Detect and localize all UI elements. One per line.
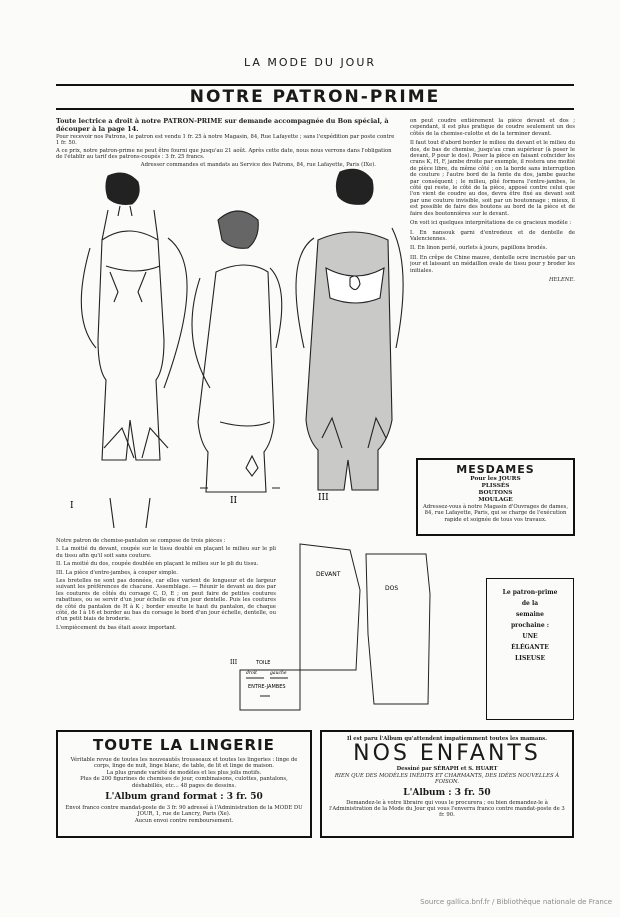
right-item-2: II. En linon perlé, ourlets à jours, papillons brodés. <box>410 245 548 252</box>
running-head: LA MODE DU JOUR <box>243 56 377 69</box>
right-paragraph-3: On voit ici quelques interprétations de ce gracieux modèle : <box>410 220 572 227</box>
announce-line-4: prochaine : <box>510 622 550 629</box>
enfants-ad-price: L'Album : 3 fr. 50 <box>403 787 491 798</box>
pattern-label-toile: TOILE <box>256 660 271 666</box>
enfants-ad-line-4: Demandez-le à votre libraire qui vous le procurera ; ou bien demandez-le à l'Administration de la Mode du Jour qui vous l'enverra franco contre mandat-poste de 3 fr. 90. <box>329 799 565 819</box>
mesdames-line-3: BOUTONS <box>478 490 513 496</box>
lower-paragraph-2: I. La moitié du devant, coupée sur le tissu doublé en plaçant le milieu sur le pli du tissu afin qu'il soit sans couture. <box>56 546 276 559</box>
announce-line-2: de la <box>521 600 539 607</box>
figure-model-3 <box>296 169 403 490</box>
enfants-ad-line-2: Dessiné par SÉRAPH et S. HUART <box>396 766 498 773</box>
lingerie-ad-line-1: Véritable revue de toutes les nouveautés trousseaux et toutes les lingeries : linge de corps, linge de nuit, linge blanc, de table, de lit et linge de maison. <box>70 757 298 770</box>
enfants-ad-title: NOS ENFANTS <box>353 741 541 767</box>
lower-paragraph-5: Les bretelles ne sont pas données, car elles varient de longueur et de largeur suivant les préférences de chacune. Assemblage. — Réunir le devant au dos par les coutures de côtés du corsage C, D, E ; on peut faire de petites coutures rabattues, ou se servir d'un jour échelle ou d'un jour dentelle. Puis les coutures de côté du pantalon de H à K ; border ensuite le haut du pantalon, de chaque côté, de I à 16 et border au bas du corsage le bord d'un jour échelle, dentelle, ou d'un petit biais de broderie. <box>56 578 276 623</box>
intro-text <box>56 118 396 169</box>
source-credit: Source gallica.bnf.fr / Bibliothèque nationale de France <box>420 898 612 906</box>
mesdames-heading: MESDAMES <box>456 463 535 476</box>
pattern-label-crotch: ENTRE-JAMBES <box>248 684 286 690</box>
lingerie-ad-line-2: La plus grande variété de modèles et les plus jolis motifs. <box>106 769 262 776</box>
pattern-label-droit: droit <box>246 671 257 676</box>
announce-line-6: ÉLÉGANTE <box>511 644 549 651</box>
announce-line-1: Le patron-prime <box>502 589 558 596</box>
lower-paragraph-1: Notre patron de chemise-pantalon se compose de trois pièces : <box>56 538 226 544</box>
lingerie-ad-line-3: Plus de 200 figurines de chemises de jour, combinaisons, culottes, pantalons, déshabillés, etc... 48 pages de dessins. <box>80 776 288 789</box>
pattern-piece-back <box>366 554 430 704</box>
lingerie-ad-title: TOUTE LA LINGERIE <box>93 736 275 754</box>
pattern-piece-front <box>300 544 360 670</box>
mesdames-line-2: PLISSÉS <box>481 483 510 489</box>
intro-paragraph-2: A ce prix, notre patron-prime ne peut être fourni que jusqu'au 21 août. Après cette date, nous nous verrons dans l'obligation de l'établir au tarif des patrons-coupés : 3 fr. 25 francs. <box>56 147 392 161</box>
figure-model-1 <box>81 173 187 528</box>
right-item-1: I. En nansouk garni d'entredeux et de dentelle de Valenciennes. <box>410 229 575 242</box>
right-paragraph-2: Il faut tout d'abord border le milieu du devant et le milieu du dos, de bas de chemise, jusqu'au cran supérieur (à poser le devant, P pour le dos). Poser la pièce en faisant coïncider les crans K, H, F, jambe droite par exemple, il restera une moitié de pièce libre, du même côté ; on la borde sans interruption de couture ; l'autre bord de la fente du dos, jambe gauche par conséquent ; le milieu, plié formera l'entre-jambes, le côté qui reste, le côté de la pièce, apposé contre celui que l'on vient de coudre au dos, devra être fixé au devant soit par une couture invisible, soit par un boutonnage ; mieux, il est possible de faire des boutons au bord de la pièce et de faire des boutonnières sur le devant. <box>410 140 575 217</box>
pattern-label-front: DEVANT <box>316 571 341 578</box>
enfants-ad-line-3: RIEN QUE DES MODÈLES INÉDITS ET CHARMANTS, DES IDÉES NOUVELLES À FOISON. <box>334 772 560 786</box>
lingerie-ad-line-5: Aucun envoi contre remboursement. <box>134 817 234 824</box>
intro-address: Adresser commandes et mandats au Service des Patrons, 84, rue Lafayette, Paris (IXe). <box>140 161 376 168</box>
pattern-label-back: DOS <box>385 585 399 592</box>
mesdames-line-1: Pour les JOURS <box>470 476 521 482</box>
lower-paragraph-4: III. La pièce d'entre-jambes, à couper simple. <box>56 569 178 576</box>
announce-line-3: semaine <box>516 611 544 618</box>
lingerie-ad-price: L'Album grand format : 3 fr. 50 <box>105 792 263 803</box>
right-paragraph-1: on peut coudre entièrement la pièce devant et dos ; cependant, il est plus pratique de coudre seulement un des côtés de la chemise-culotte et de la terminer devant. <box>410 118 575 137</box>
pattern-label-number: III <box>230 659 238 666</box>
lingerie-ad <box>56 730 312 838</box>
nos-enfants-ad <box>320 730 574 838</box>
figure-label-1: I <box>70 501 74 511</box>
announce-line-7: LISEUSE <box>514 655 546 662</box>
next-week-announcement <box>486 578 574 720</box>
figure-label-3: III <box>318 493 329 503</box>
pattern-label-gauche: gauche <box>270 671 287 676</box>
lower-paragraph-3: II. La moitié du dos, coupée doublée en plaçant le milieu sur le pli du tissu. <box>56 561 259 568</box>
mesdames-line-4: MOULAGE <box>478 497 513 503</box>
right-item-3: III. En crêpe de Chine mauve, dentelle ocre incrustée par un jour et laissant un médaillon ovale de tissu pour y broder les initiales. <box>410 254 575 274</box>
fashion-illustration <box>50 168 410 538</box>
mesdames-line-5: Adressez-vous à notre Magasin d'Ouvrages de dames, 84, rue Lafayette, Paris, qui se charge de l'exécution rapide et soignée de tous vos travaux. <box>422 504 569 523</box>
pattern-diagram <box>230 540 480 720</box>
lingerie-ad-line-4: Envoi franco contre mandat-poste de 3 fr. 90 adressé à l'Administration de la MODE DU JOUR, 1, rue de Lancry, Paris (Xe). <box>65 805 303 818</box>
right-column-text <box>410 118 575 448</box>
intro-paragraph-1: Pour recevoir nos Patrons, le patron est vendu 1 fr. 25 à notre Magasin, 84, Rue Lafayette ; sans l'expédition par poste contre 1 fr. 50. <box>56 134 395 147</box>
mesdames-ad <box>416 458 575 536</box>
page-title: NOTRE PATRON-PRIME <box>56 84 574 110</box>
lower-paragraph-6: L'empiècement du bas était assez important. <box>56 624 177 631</box>
pattern-piece-crotch <box>240 670 300 710</box>
figure-model-2 <box>192 211 282 492</box>
intro-lead: Toute lectrice a droit à notre PATRON-PRIME sur demande accompagnée du Bon spécial, à découper à la page 14. <box>56 117 389 133</box>
figure-label-2: II <box>230 496 238 506</box>
author-signature: HELENE. <box>548 276 575 283</box>
announce-line-5: UNE <box>522 633 538 640</box>
enfants-ad-line-1: Il est paru l'Album qu'attendent impatiemment toutes les mamans. <box>346 736 548 742</box>
